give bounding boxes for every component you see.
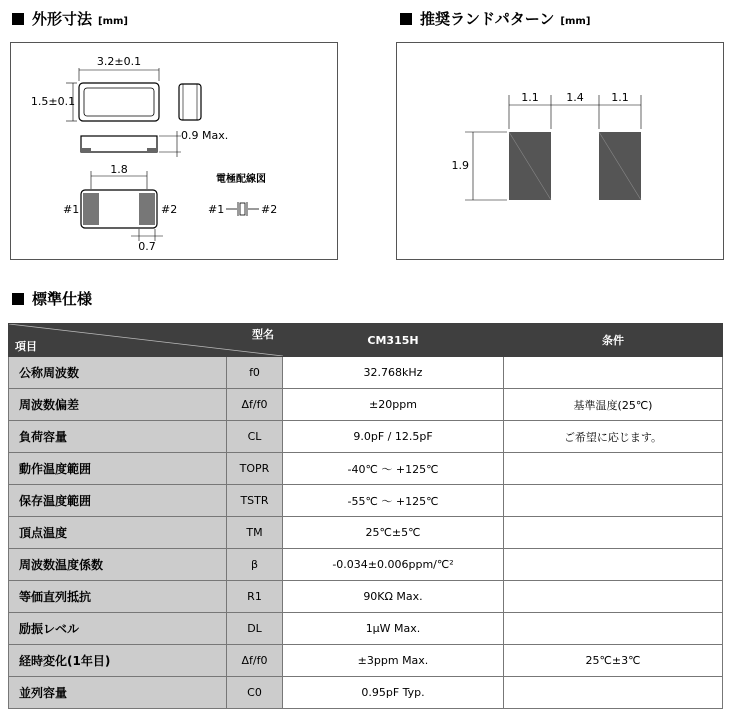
thickness-label: 0.9 Max. — [181, 129, 229, 142]
header-model-name: CM315H — [283, 324, 504, 357]
row-name: 負荷容量 — [9, 421, 227, 453]
row-condition — [504, 453, 723, 485]
table-row — [9, 485, 723, 517]
row-condition: 25℃±3℃ — [504, 645, 723, 677]
row-symbol: TOPR — [227, 453, 283, 485]
table-row — [9, 549, 723, 581]
row-condition — [504, 357, 723, 389]
header-model-label: 型名 — [252, 328, 274, 341]
row-value: -40℃ ～ +125℃ — [283, 453, 504, 485]
row-name: 保存温度範囲 — [9, 485, 227, 517]
row-symbol: R1 — [227, 581, 283, 613]
row-name: 等価直列抵抗 — [9, 581, 227, 613]
land-pattern-drawing — [397, 43, 723, 259]
row-value: ±20ppm — [283, 389, 504, 421]
row-value: 32.768kHz — [283, 357, 504, 389]
row-name: 並列容量 — [9, 677, 227, 709]
row-name: 頂点温度 — [9, 517, 227, 549]
height-label: 1.5±0.1 — [30, 95, 76, 108]
pitch-label: 1.8 — [110, 163, 128, 176]
square-bullet-icon — [400, 13, 412, 25]
square-bullet-icon — [12, 293, 24, 305]
row-name: 周波数温度係数 — [9, 549, 227, 581]
row-symbol: DL — [227, 613, 283, 645]
square-bullet-icon — [12, 13, 24, 25]
row-name: 公称周波数 — [9, 357, 227, 389]
row-symbol: C0 — [227, 677, 283, 709]
row-condition — [504, 613, 723, 645]
land-pad-width-right-label: 1.1 — [611, 91, 629, 104]
row-value: 0.95pF Typ. — [283, 677, 504, 709]
pin1-label: #1 — [63, 203, 80, 216]
dimensions-title-text: 外形寸法 — [32, 10, 93, 28]
row-value: -0.034±0.006ppm/℃² — [283, 549, 504, 581]
row-symbol: β — [227, 549, 283, 581]
land-pad-height-label: 1.9 — [451, 159, 469, 172]
land-gap-label: 1.4 — [566, 91, 584, 104]
row-name: 経時変化(1年目) — [9, 645, 227, 677]
row-name: 励振レベル — [9, 613, 227, 645]
row-symbol: CL — [227, 421, 283, 453]
header-condition: 条件 — [504, 324, 723, 357]
row-condition — [504, 677, 723, 709]
spec-section-title — [12, 288, 92, 309]
row-name: 動作温度範囲 — [9, 453, 227, 485]
wiring-pin1-label: #1 — [208, 203, 225, 216]
table-row — [9, 517, 723, 549]
pad-1 — [83, 193, 99, 225]
wiring-title: 電極配線図 — [216, 174, 266, 185]
row-condition — [504, 517, 723, 549]
pad-width-label: 0.7 — [138, 240, 156, 253]
row-condition — [504, 549, 723, 581]
table-row — [9, 357, 723, 389]
row-value: 1μW Max. — [283, 613, 504, 645]
dimensions-section-title — [12, 8, 128, 29]
row-condition — [504, 485, 723, 517]
row-value: 9.0pF / 12.5pF — [283, 421, 504, 453]
table-row — [9, 453, 723, 485]
table-row — [9, 613, 723, 645]
row-symbol: Δf/f0 — [227, 389, 283, 421]
spec-title-text: 標準仕様 — [32, 290, 93, 308]
row-condition: 基準温度(25℃) — [504, 389, 723, 421]
crystal-front-view — [81, 136, 157, 152]
row-symbol: f0 — [227, 357, 283, 389]
spec-header-row — [9, 324, 723, 357]
table-row — [9, 645, 723, 677]
table-row — [9, 677, 723, 709]
land-title-text: 推奨ランドパターン — [420, 10, 555, 28]
land-section-title — [400, 8, 590, 29]
width-label: 3.2±0.1 — [96, 55, 142, 68]
row-symbol: Δf/f0 — [227, 645, 283, 677]
row-symbol: TSTR — [227, 485, 283, 517]
row-condition — [504, 581, 723, 613]
crystal-top-view — [79, 83, 159, 121]
crystal-symbol-icon — [240, 203, 245, 215]
table-row — [9, 421, 723, 453]
spec-table — [8, 323, 723, 709]
land-unit: [mm] — [560, 16, 591, 27]
pad-2 — [139, 193, 155, 225]
row-condition: ご希望に応じます。 — [504, 421, 723, 453]
wiring-pin2-label: #2 — [261, 203, 278, 216]
crystal-side-view — [179, 84, 201, 120]
row-value: 25℃±5℃ — [283, 517, 504, 549]
row-value: 90KΩ Max. — [283, 581, 504, 613]
header-item-label: 項目 — [15, 340, 37, 353]
spec-header-corner — [9, 324, 283, 357]
dimensions-unit: [mm] — [98, 16, 128, 27]
header-diagonal-line — [9, 324, 283, 356]
row-value: -55℃ ～ +125℃ — [283, 485, 504, 517]
table-row — [9, 581, 723, 613]
row-symbol: TM — [227, 517, 283, 549]
row-value: ±3ppm Max. — [283, 645, 504, 677]
land-pad-width-left-label: 1.1 — [521, 91, 539, 104]
pin2-label: #2 — [161, 203, 178, 216]
row-name: 周波数偏差 — [9, 389, 227, 421]
table-row — [9, 389, 723, 421]
land-pattern-panel — [396, 42, 724, 260]
dimension-drawing — [11, 43, 337, 259]
dimensions-panel — [10, 42, 338, 260]
